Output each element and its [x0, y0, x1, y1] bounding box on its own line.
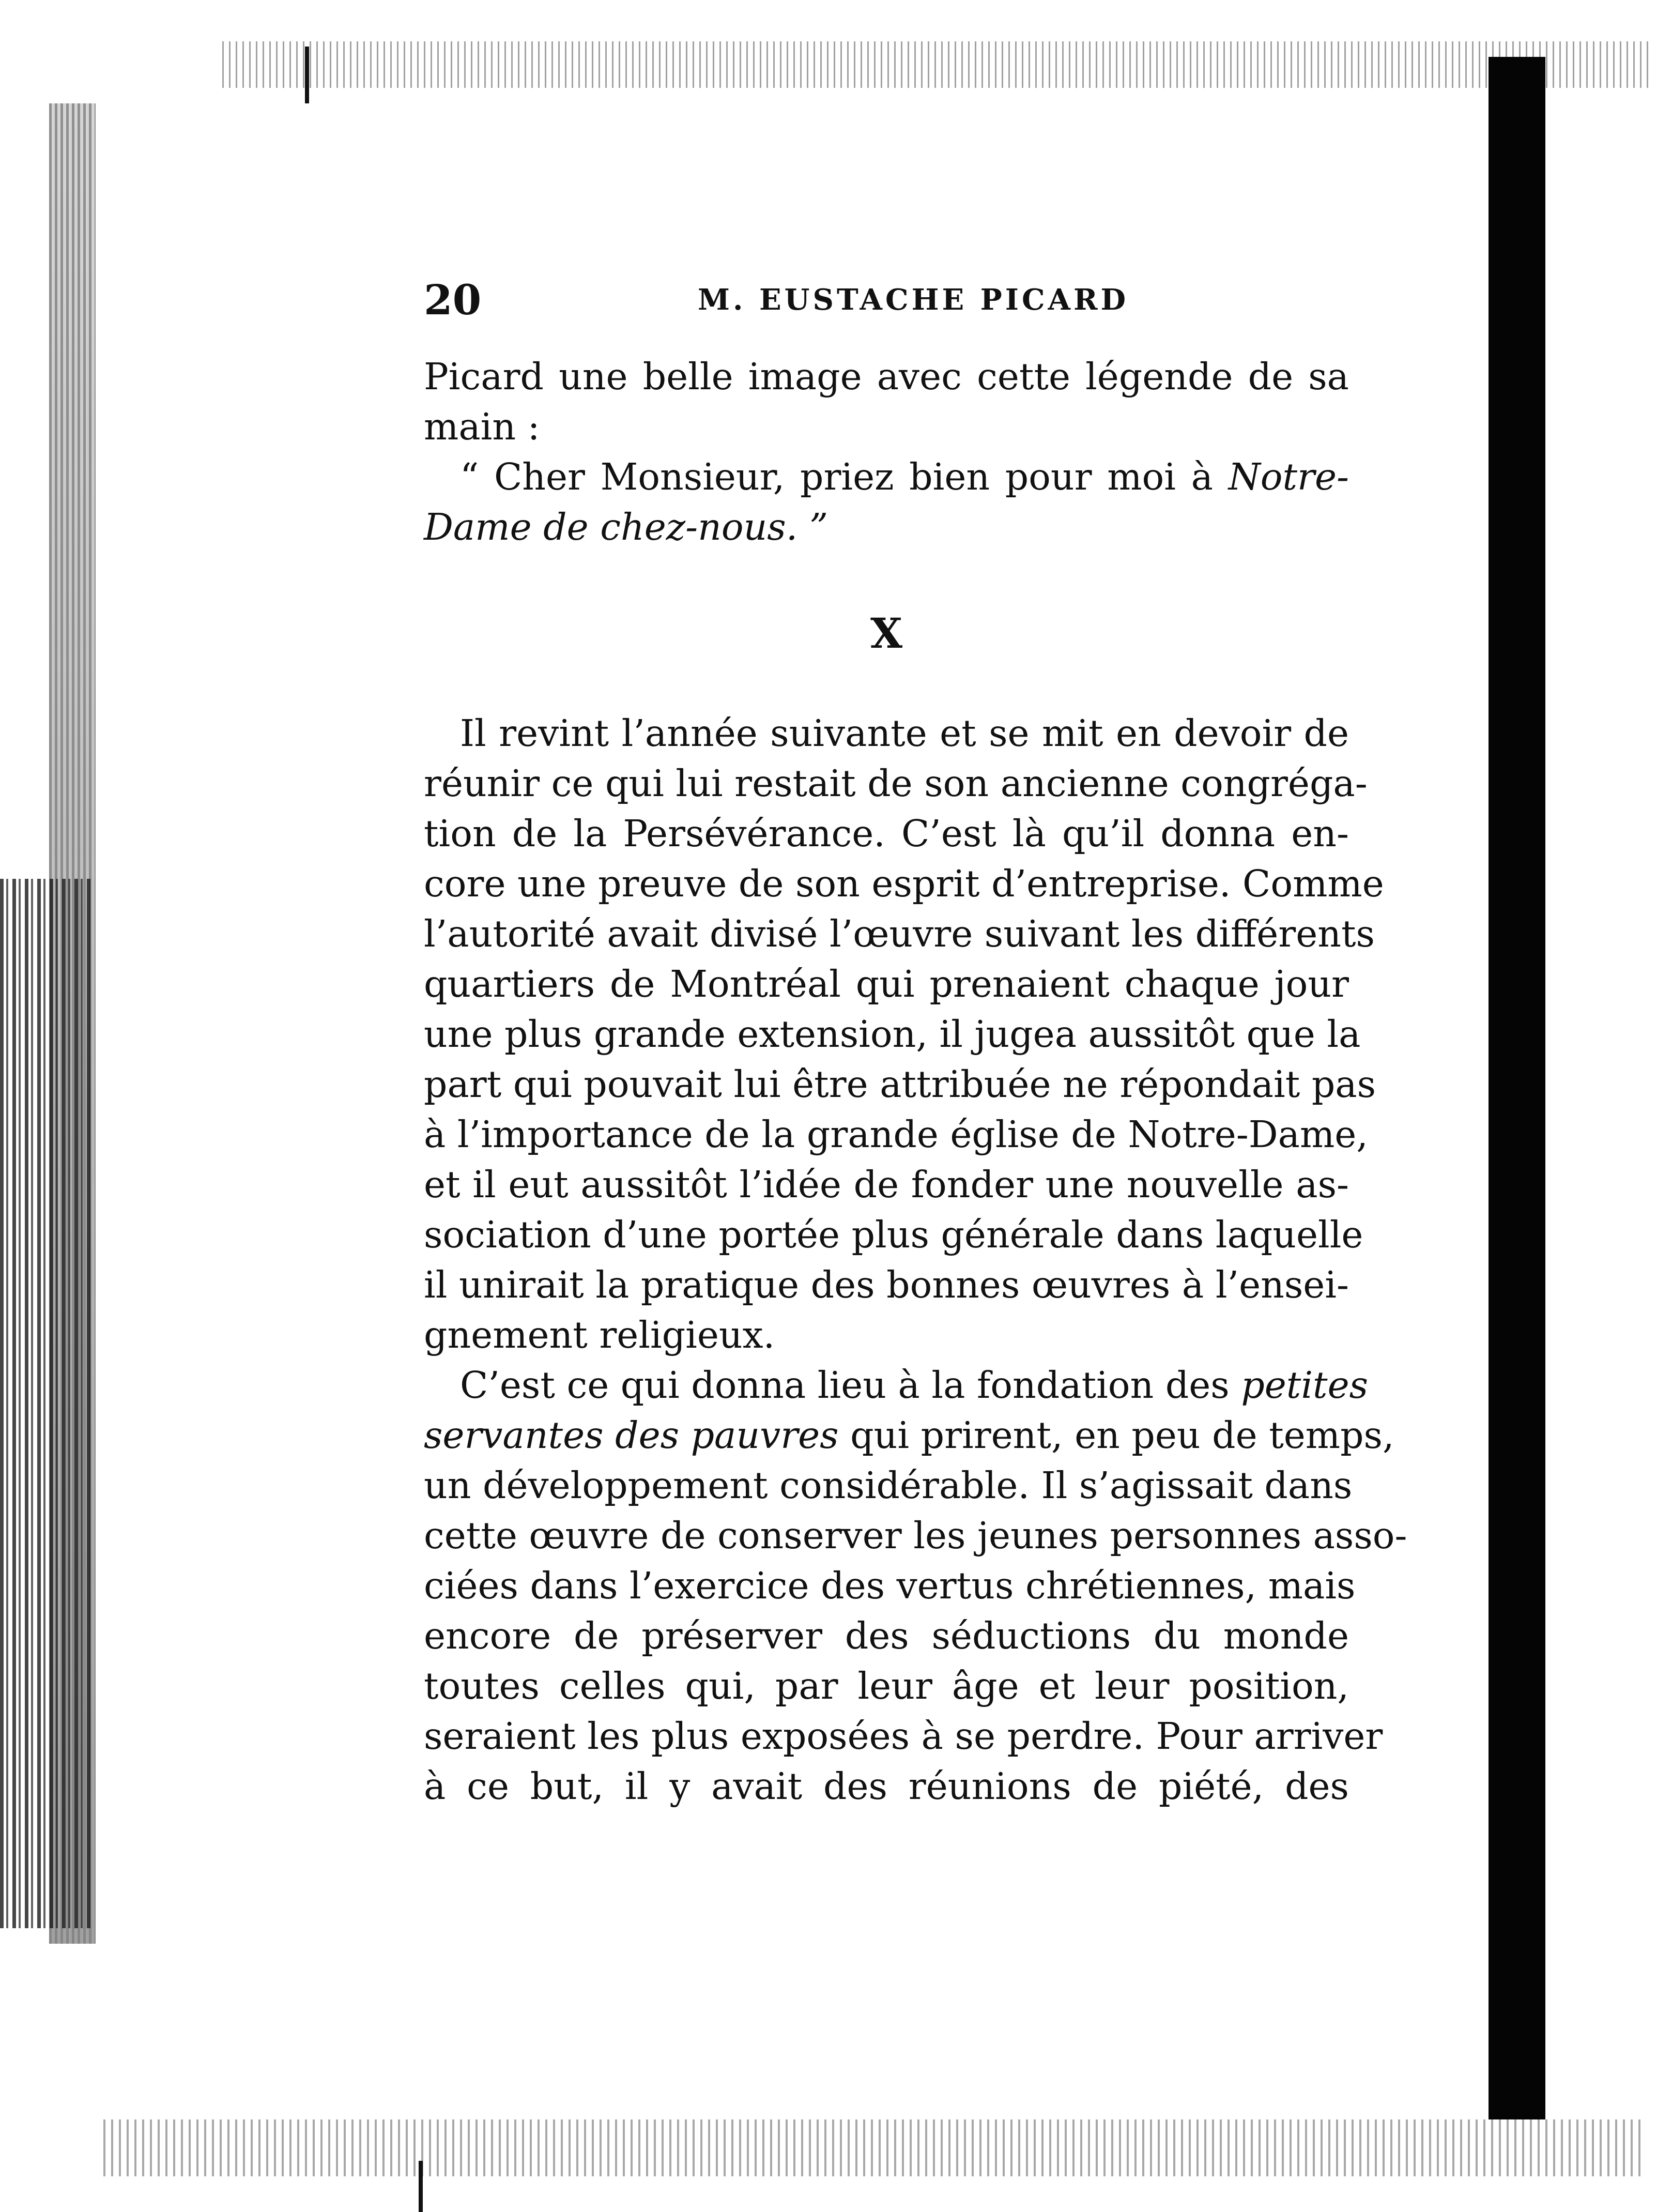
scan-top-noise	[222, 41, 1649, 88]
paragraph-line: sociation d’une portée plus générale dans laquelle	[424, 1213, 1363, 1256]
quote-start: “ Cher Monsieur, priez bien pour moi à	[460, 455, 1229, 498]
scan-top-mark	[305, 47, 309, 103]
paragraph-line: réunir ce qui lui restait de son ancienne congréga-	[424, 762, 1368, 805]
paragraph-line: à l’importance de la grande église de Notre-Dame,	[424, 1113, 1368, 1156]
paragraph-line: Il revint l’année suivante et se mit en devoir de	[460, 712, 1349, 755]
paragraph-line: un développement considérable. Il s’agissait dans	[424, 1464, 1353, 1507]
paragraph-line: gnement religieux.	[424, 1314, 775, 1356]
paragraph-line: quartiers de Montréal qui prenaient chaque jour	[424, 963, 1349, 1005]
page-number: 20	[424, 276, 482, 324]
paragraph-line: tion de la Persévérance. C’est là qu’il donna en-	[424, 812, 1349, 855]
italic-notre: Notre-	[1228, 455, 1349, 498]
scan-right-bar	[1489, 57, 1545, 2119]
paragraph-line: une plus grande extension, il jugea aussitôt que la	[424, 1013, 1361, 1056]
paragraph-line	[424, 1410, 1394, 1460]
main-text	[424, 708, 1407, 1811]
paragraph-line: à ce but, il y avait des réunions de piété, des	[424, 1765, 1349, 1808]
running-head: M. EUSTACHE PICARD	[698, 283, 1129, 317]
paragraph-line: et il eut aussitôt l’idée de fonder une nouvelle as-	[424, 1163, 1349, 1206]
paragraph-line: core une preuve de son esprit d’entreprise. Comme	[424, 862, 1384, 905]
text-line: main :	[424, 405, 540, 448]
quote-line: Dame de chez-nous. ”	[424, 506, 828, 548]
scan-bottom-noise	[103, 2119, 1644, 2176]
paragraph-line: encore de préserver des séductions du monde	[424, 1614, 1349, 1657]
scan-bottom-mark	[419, 2161, 423, 2212]
paragraph-line: l’autorité avait divisé l’œuvre suivant les différents	[424, 912, 1375, 955]
quote-line	[424, 452, 1349, 502]
paragraph-line	[424, 1360, 1369, 1410]
opening-text	[424, 352, 1349, 552]
paragraph-text: C’est ce qui donna lieu à la fondation des	[460, 1364, 1241, 1407]
italic-servantes: servantes des pauvres	[424, 1414, 839, 1457]
paragraph-text: qui prirent, en peu de temps,	[838, 1414, 1394, 1457]
text-line: Picard une belle image avec cette légende de sa	[424, 355, 1349, 398]
paragraph-line: il unirait la pratique des bonnes œuvres à l’ensei-	[424, 1263, 1349, 1306]
paragraph-line: cette œuvre de conserver les jeunes personnes asso-	[424, 1514, 1407, 1557]
italic-petites: petites	[1241, 1364, 1369, 1407]
paragraph-line: ciées dans l’exercice des vertus chrétiennes, mais	[424, 1564, 1356, 1607]
scan-left-edge	[49, 103, 96, 1944]
paragraph-line: toutes celles qui, par leur âge et leur position,	[424, 1665, 1349, 1707]
paragraph-line: part qui pouvait lui être attribuée ne répondait pas	[424, 1063, 1376, 1106]
section-title: X	[870, 609, 903, 658]
page-header	[424, 269, 1349, 331]
paragraph-line: seraient les plus exposées à se perdre. Pour arriver	[424, 1715, 1383, 1758]
